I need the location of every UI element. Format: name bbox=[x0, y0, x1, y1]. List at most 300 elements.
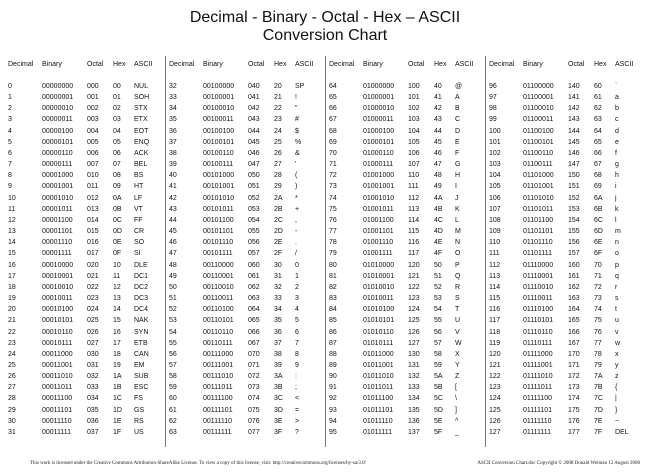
cell-hex: 19 bbox=[113, 362, 121, 369]
cell-hex: 62 bbox=[594, 105, 602, 113]
cell-binary: 00111011 bbox=[203, 384, 233, 392]
page-title: Decimal - Binary - Octal - Hex – ASCII bbox=[189, 9, 461, 26]
cell-decimal: 56 bbox=[169, 350, 177, 358]
cell-hex: 53 bbox=[434, 295, 442, 303]
cell-decimal: 3 bbox=[8, 116, 12, 124]
cell-decimal: 10 bbox=[8, 194, 16, 202]
cell-octal: 136 bbox=[408, 417, 420, 425]
cell-binary: 00110010 bbox=[203, 283, 234, 291]
cell-octal: 153 bbox=[568, 205, 580, 213]
cell-decimal: 38 bbox=[169, 149, 177, 157]
cell-binary: 00111001 bbox=[203, 362, 234, 369]
cell-octal: 140 bbox=[568, 83, 580, 90]
cell-octal: 117 bbox=[408, 250, 420, 258]
cell-hex: 25 bbox=[274, 138, 282, 146]
cell-binary: 01011010 bbox=[363, 373, 394, 381]
cell-decimal: 33 bbox=[169, 94, 177, 102]
cell-hex: 18 bbox=[113, 350, 121, 358]
cell-hex: 38 bbox=[274, 350, 282, 358]
cell-binary: 01000010 bbox=[363, 105, 395, 113]
cell-octal: 060 bbox=[248, 261, 260, 269]
cell-ascii: Q bbox=[455, 272, 461, 280]
cell-hex: 47 bbox=[434, 161, 442, 169]
cell-binary: 00010111 bbox=[42, 339, 73, 347]
cell-hex: 32 bbox=[274, 283, 282, 291]
cell-binary: 00011100 bbox=[42, 395, 73, 403]
cell-hex: 44 bbox=[434, 127, 442, 135]
cell-decimal: 78 bbox=[329, 239, 337, 247]
cell-ascii: U bbox=[455, 317, 461, 325]
cell-binary: 00001111 bbox=[42, 250, 72, 258]
cell-ascii: # bbox=[295, 116, 299, 124]
table-block-3 bbox=[325, 56, 486, 447]
cell-binary: 01101100 bbox=[523, 216, 554, 224]
cell-hex: 34 bbox=[274, 306, 282, 314]
cell-hex: 46 bbox=[434, 149, 442, 157]
cell-octal: 115 bbox=[408, 228, 420, 236]
cell-decimal: 119 bbox=[489, 339, 501, 347]
cell-octal: 171 bbox=[568, 362, 580, 369]
cell-ascii: CR bbox=[134, 228, 145, 236]
cell-octal: 050 bbox=[248, 172, 260, 180]
cell-decimal: 127 bbox=[489, 428, 501, 436]
cell-binary: 01110010 bbox=[523, 283, 554, 291]
cell-ascii: ~ bbox=[615, 417, 620, 425]
cell-octal: 052 bbox=[248, 194, 260, 202]
cell-octal: 160 bbox=[568, 261, 580, 269]
cell-octal: 051 bbox=[248, 183, 260, 191]
cell-binary: 00100011 bbox=[203, 116, 234, 124]
cell-binary: 00000111 bbox=[42, 161, 73, 169]
cell-decimal: 81 bbox=[329, 272, 337, 280]
cell-binary: 00010110 bbox=[42, 328, 73, 336]
cell-ascii: } bbox=[615, 406, 618, 414]
cell-decimal: 103 bbox=[489, 161, 501, 169]
cell-hex: 23 bbox=[274, 116, 282, 124]
cell-octal: 177 bbox=[568, 428, 580, 436]
cell-binary: 00101111 bbox=[203, 250, 233, 258]
cell-binary: 01111100 bbox=[523, 395, 553, 403]
column-header-binary: Binary bbox=[363, 61, 383, 68]
cell-hex: 3F bbox=[274, 428, 283, 436]
cell-octal: 036 bbox=[87, 417, 99, 425]
cell-ascii: ` bbox=[615, 83, 618, 90]
cell-ascii: P bbox=[455, 261, 460, 269]
cell-ascii: x bbox=[615, 350, 619, 358]
cell-binary: 01000001 bbox=[363, 94, 395, 102]
cell-hex: 6B bbox=[594, 205, 603, 213]
cell-hex: 7E bbox=[594, 417, 603, 425]
cell-hex: 3C bbox=[274, 395, 283, 403]
cell-binary: 00111110 bbox=[203, 417, 233, 425]
cell-hex: 7A bbox=[594, 373, 603, 381]
cell-binary: 00110000 bbox=[203, 261, 234, 269]
cell-ascii: l bbox=[615, 216, 617, 224]
license-footer: This work is licensed under the Creative Commons Attribution-ShareAlike License. To view a copy of this license, visit: http://creativecommons.org/licenses/by-sa/3.0/ bbox=[30, 461, 367, 466]
cell-octal: 074 bbox=[248, 395, 260, 403]
cell-decimal: 95 bbox=[329, 428, 337, 436]
cell-ascii: - bbox=[295, 228, 298, 236]
cell-ascii: % bbox=[295, 138, 302, 146]
cell-decimal: 98 bbox=[489, 105, 497, 113]
cell-binary: 00111101 bbox=[203, 406, 233, 414]
cell-ascii: * bbox=[295, 194, 298, 202]
cell-hex: 68 bbox=[594, 172, 602, 180]
cell-decimal: 90 bbox=[329, 373, 337, 381]
cell-octal: 045 bbox=[248, 138, 260, 146]
cell-decimal: 23 bbox=[8, 339, 16, 347]
column-header-binary: Binary bbox=[42, 61, 62, 68]
cell-hex: 1A bbox=[113, 373, 122, 381]
cell-decimal: 24 bbox=[8, 350, 16, 358]
cell-ascii: CAN bbox=[134, 350, 149, 358]
cell-decimal: 108 bbox=[489, 216, 501, 224]
cell-decimal: 69 bbox=[329, 138, 337, 146]
cell-hex: 2D bbox=[274, 228, 283, 236]
cell-hex: 6C bbox=[594, 216, 603, 224]
column-header-binary: Binary bbox=[523, 61, 543, 68]
cell-decimal: 123 bbox=[489, 384, 501, 392]
cell-decimal: 101 bbox=[489, 138, 501, 146]
cell-decimal: 112 bbox=[489, 261, 501, 269]
cell-hex: 11 bbox=[113, 272, 121, 280]
cell-ascii: i bbox=[615, 183, 617, 191]
cell-decimal: 51 bbox=[169, 295, 177, 303]
cell-binary: 00000010 bbox=[42, 105, 74, 113]
cell-hex: 69 bbox=[594, 183, 602, 191]
cell-decimal: 35 bbox=[169, 116, 177, 124]
cell-decimal: 12 bbox=[8, 216, 16, 224]
cell-octal: 124 bbox=[408, 306, 420, 314]
cell-octal: 176 bbox=[568, 417, 580, 425]
cell-ascii: " bbox=[295, 105, 298, 113]
cell-ascii: ? bbox=[295, 428, 299, 436]
cell-decimal: 106 bbox=[489, 194, 501, 202]
cell-binary: 00011110 bbox=[42, 417, 72, 425]
cell-ascii: B bbox=[455, 105, 460, 113]
cell-decimal: 104 bbox=[489, 172, 501, 180]
cell-decimal: 5 bbox=[8, 138, 12, 146]
cell-hex: 01 bbox=[113, 94, 121, 102]
cell-octal: 111 bbox=[408, 183, 419, 191]
cell-octal: 012 bbox=[87, 194, 99, 202]
cell-ascii: SO bbox=[134, 239, 145, 247]
cell-decimal: 7 bbox=[8, 161, 12, 169]
cell-hex: 33 bbox=[274, 295, 282, 303]
cell-hex: 40 bbox=[434, 83, 442, 90]
cell-decimal: 41 bbox=[169, 183, 177, 191]
cell-binary: 00000000 bbox=[42, 83, 74, 90]
cell-decimal: 57 bbox=[169, 362, 177, 369]
cell-decimal: 61 bbox=[169, 406, 177, 414]
cell-octal: 174 bbox=[568, 395, 580, 403]
cell-hex: 42 bbox=[434, 105, 442, 113]
cell-binary: 01100101 bbox=[523, 138, 554, 146]
cell-octal: 017 bbox=[87, 250, 99, 258]
cell-binary: 00110110 bbox=[203, 328, 234, 336]
cell-octal: 151 bbox=[568, 183, 580, 191]
cell-hex: 51 bbox=[434, 272, 442, 280]
cell-ascii: SI bbox=[134, 250, 141, 258]
cell-binary: 00101010 bbox=[203, 194, 235, 202]
cell-binary: 01110111 bbox=[523, 339, 553, 347]
cell-octal: 056 bbox=[248, 239, 260, 247]
cell-ascii: b bbox=[615, 105, 619, 113]
cell-binary: 00101011 bbox=[203, 205, 234, 213]
cell-binary: 00001001 bbox=[42, 183, 74, 191]
cell-decimal: 29 bbox=[8, 406, 16, 414]
cell-octal: 071 bbox=[248, 362, 260, 369]
cell-hex: 37 bbox=[274, 339, 282, 347]
cell-binary: 00000110 bbox=[42, 149, 73, 157]
cell-octal: 004 bbox=[87, 127, 99, 135]
cell-hex: 0E bbox=[113, 239, 122, 247]
cell-binary: 00010101 bbox=[42, 317, 74, 325]
cell-decimal: 83 bbox=[329, 295, 337, 303]
column-header-ascii: ASCII bbox=[134, 61, 153, 68]
cell-decimal: 71 bbox=[329, 161, 337, 169]
cell-ascii: v bbox=[615, 328, 619, 336]
cell-binary: 01110000 bbox=[523, 261, 554, 269]
cell-decimal: 53 bbox=[169, 317, 177, 325]
cell-decimal: 64 bbox=[329, 83, 337, 90]
cell-ascii: EOT bbox=[134, 127, 149, 135]
cell-ascii: V bbox=[455, 328, 460, 336]
cell-binary: 01100111 bbox=[523, 161, 553, 169]
cell-decimal: 99 bbox=[489, 116, 497, 124]
cell-hex: 45 bbox=[434, 138, 442, 146]
cell-binary: 01001011 bbox=[363, 205, 394, 213]
cell-octal: 137 bbox=[408, 428, 420, 436]
cell-ascii: s bbox=[615, 295, 619, 303]
column-header-hex: Hex bbox=[594, 61, 607, 68]
cell-decimal: 14 bbox=[8, 239, 16, 247]
cell-hex: 10 bbox=[113, 261, 121, 269]
cell-octal: 040 bbox=[248, 83, 260, 90]
cell-decimal: 116 bbox=[489, 306, 501, 314]
cell-binary: 00100010 bbox=[203, 105, 235, 113]
cell-ascii: I bbox=[455, 183, 457, 191]
cell-decimal: 89 bbox=[329, 362, 337, 369]
cell-octal: 100 bbox=[408, 83, 420, 90]
cell-octal: 134 bbox=[408, 395, 420, 403]
cell-hex: 71 bbox=[594, 272, 602, 280]
cell-octal: 167 bbox=[568, 339, 580, 347]
cell-binary: 01101110 bbox=[523, 239, 553, 247]
cell-ascii: DLE bbox=[134, 261, 148, 269]
cell-decimal: 111 bbox=[489, 250, 500, 258]
cell-ascii: D bbox=[455, 127, 461, 135]
cell-decimal: 19 bbox=[8, 295, 16, 303]
cell-ascii: X bbox=[455, 350, 460, 358]
cell-hex: 50 bbox=[434, 261, 442, 269]
cell-ascii: FS bbox=[134, 395, 143, 403]
cell-ascii: ) bbox=[295, 183, 298, 191]
cell-decimal: 115 bbox=[489, 295, 501, 303]
cell-decimal: 79 bbox=[329, 250, 337, 258]
cell-hex: 77 bbox=[594, 339, 602, 347]
cell-decimal: 26 bbox=[8, 373, 16, 381]
cell-octal: 007 bbox=[87, 161, 99, 169]
cell-ascii: u bbox=[615, 317, 619, 325]
cell-binary: 01110100 bbox=[523, 306, 554, 314]
cell-hex: 24 bbox=[274, 127, 282, 135]
cell-hex: 73 bbox=[594, 295, 602, 303]
cell-octal: 057 bbox=[248, 250, 260, 258]
cell-ascii: q bbox=[615, 272, 619, 280]
cell-binary: 00001101 bbox=[42, 228, 73, 236]
cell-ascii: C bbox=[455, 116, 461, 124]
cell-octal: 015 bbox=[87, 228, 99, 236]
cell-ascii: j bbox=[615, 194, 617, 202]
cell-hex: 6A bbox=[594, 194, 603, 202]
cell-binary: 01100000 bbox=[523, 83, 554, 90]
cell-decimal: 54 bbox=[169, 328, 177, 336]
column-header-hex: Hex bbox=[434, 61, 447, 68]
cell-binary: 00010010 bbox=[42, 283, 74, 291]
cell-binary: 00110101 bbox=[203, 317, 234, 325]
cell-octal: 070 bbox=[248, 350, 260, 358]
cell-ascii: r bbox=[615, 283, 618, 291]
cell-hex: 0A bbox=[113, 194, 122, 202]
cell-ascii: 9 bbox=[295, 362, 299, 369]
cell-ascii: STX bbox=[134, 105, 148, 113]
cell-ascii: d bbox=[615, 127, 619, 135]
cell-hex: 03 bbox=[113, 116, 121, 124]
cell-hex: 64 bbox=[594, 127, 602, 135]
cell-decimal: 2 bbox=[8, 105, 12, 113]
cell-binary: 01110101 bbox=[523, 317, 554, 325]
cell-decimal: 73 bbox=[329, 183, 337, 191]
cell-binary: 00100001 bbox=[203, 94, 235, 102]
cell-hex: 66 bbox=[594, 149, 602, 157]
cell-binary: 01111101 bbox=[523, 406, 553, 414]
cell-octal: 162 bbox=[568, 283, 580, 291]
cell-decimal: 1 bbox=[8, 94, 12, 102]
cell-ascii: T bbox=[455, 306, 460, 314]
cell-hex: 5A bbox=[434, 373, 443, 381]
cell-binary: 01010100 bbox=[363, 306, 395, 314]
cell-octal: 112 bbox=[408, 194, 420, 202]
cell-binary: 00001010 bbox=[42, 194, 74, 202]
cell-hex: 4C bbox=[434, 216, 443, 224]
column-header-decimal: Decimal bbox=[8, 61, 34, 68]
cell-hex: 3B bbox=[274, 384, 283, 392]
cell-binary: 00000100 bbox=[42, 127, 74, 135]
cell-octal: 026 bbox=[87, 328, 99, 336]
cell-binary: 01001010 bbox=[363, 194, 395, 202]
cell-ascii: R bbox=[455, 283, 461, 291]
cell-ascii: ENQ bbox=[134, 138, 150, 146]
cell-octal: 062 bbox=[248, 283, 260, 291]
cell-hex: 13 bbox=[113, 295, 121, 303]
cell-octal: 165 bbox=[568, 317, 580, 325]
cell-octal: 023 bbox=[87, 295, 99, 303]
cell-octal: 001 bbox=[87, 94, 99, 102]
cell-decimal: 86 bbox=[329, 328, 337, 336]
cell-binary: 01011110 bbox=[363, 417, 393, 425]
cell-binary: 01101001 bbox=[523, 183, 554, 191]
cell-hex: 0D bbox=[113, 228, 122, 236]
cell-decimal: 120 bbox=[489, 350, 501, 358]
cell-binary: 01000011 bbox=[363, 116, 394, 124]
cell-hex: 12 bbox=[113, 283, 121, 291]
cell-octal: 150 bbox=[568, 172, 580, 180]
cell-decimal: 118 bbox=[489, 328, 501, 336]
cell-binary: 00101001 bbox=[203, 183, 235, 191]
cell-ascii: 7 bbox=[295, 339, 299, 347]
cell-hex: 79 bbox=[594, 362, 602, 369]
cell-binary: 01111010 bbox=[523, 373, 553, 381]
cell-decimal: 0 bbox=[8, 83, 12, 90]
cell-octal: 113 bbox=[408, 205, 420, 213]
cell-octal: 133 bbox=[408, 384, 420, 392]
cell-hex: 7B bbox=[594, 384, 603, 392]
cell-octal: 072 bbox=[248, 373, 260, 381]
cell-hex: 5C bbox=[434, 395, 443, 403]
cell-binary: 01001100 bbox=[363, 216, 394, 224]
cell-hex: 1F bbox=[113, 428, 122, 436]
cell-octal: 043 bbox=[248, 116, 260, 124]
cell-decimal: 22 bbox=[8, 328, 16, 336]
cell-decimal: 113 bbox=[489, 272, 501, 280]
cell-hex: 43 bbox=[434, 116, 442, 124]
cell-hex: 4B bbox=[434, 205, 443, 213]
column-header-octal: Octal bbox=[568, 61, 585, 68]
cell-hex: 58 bbox=[434, 350, 442, 358]
cell-ascii: w bbox=[615, 339, 621, 347]
cell-ascii: > bbox=[295, 417, 300, 425]
cell-ascii: Z bbox=[455, 373, 460, 381]
cell-octal: 046 bbox=[248, 149, 260, 157]
cell-binary: 01111011 bbox=[523, 384, 553, 392]
cell-octal: 003 bbox=[87, 116, 99, 124]
cell-ascii: N bbox=[455, 239, 461, 247]
cell-hex: 5E bbox=[434, 417, 443, 425]
cell-binary: 00011111 bbox=[42, 428, 72, 436]
cell-hex: 2C bbox=[274, 216, 283, 224]
cell-binary: 00100111 bbox=[203, 161, 234, 169]
cell-binary: 01000100 bbox=[363, 127, 395, 135]
cell-binary: 01011000 bbox=[363, 350, 394, 358]
cell-binary: 01000110 bbox=[363, 149, 394, 157]
cell-binary: 00000101 bbox=[42, 138, 74, 146]
cell-binary: 01000111 bbox=[363, 161, 394, 169]
cell-hex: 4F bbox=[434, 250, 443, 258]
cell-decimal: 47 bbox=[169, 250, 177, 258]
cell-octal: 002 bbox=[87, 105, 99, 113]
cell-ascii: DC4 bbox=[134, 306, 149, 314]
cell-ascii: BEL bbox=[134, 161, 148, 169]
cell-decimal: 44 bbox=[169, 216, 177, 224]
cell-binary: 01110011 bbox=[523, 295, 553, 303]
cell-binary: 00001000 bbox=[42, 172, 74, 180]
cell-octal: 166 bbox=[568, 328, 580, 336]
cell-decimal: 91 bbox=[329, 384, 337, 392]
cell-hex: 26 bbox=[274, 149, 282, 157]
cell-ascii: DEL bbox=[615, 428, 629, 436]
cell-decimal: 72 bbox=[329, 172, 337, 180]
cell-decimal: 13 bbox=[8, 228, 16, 236]
cell-ascii: + bbox=[295, 205, 300, 213]
cell-ascii: DC1 bbox=[134, 272, 149, 280]
cell-ascii: 5 bbox=[295, 317, 299, 325]
cell-octal: 104 bbox=[408, 127, 420, 135]
cell-binary: 00100110 bbox=[203, 149, 234, 157]
cell-decimal: 58 bbox=[169, 373, 177, 381]
cell-octal: 132 bbox=[408, 373, 420, 381]
column-header-binary: Binary bbox=[203, 61, 223, 68]
